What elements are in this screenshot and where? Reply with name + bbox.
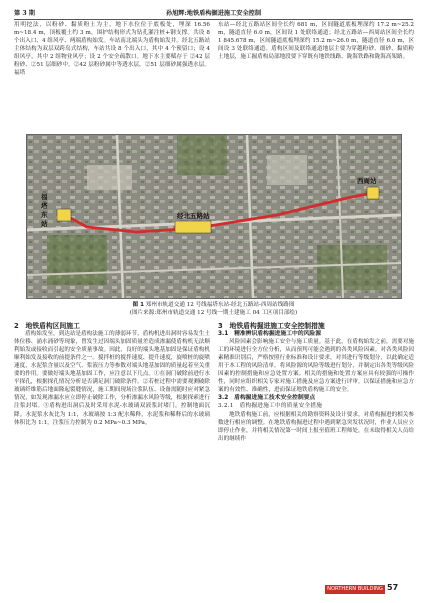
label-left-4: 站 [41, 220, 48, 228]
section-3-2-1-title: 3.2.1 盾构掘进施工中的质量安全措施 [218, 403, 323, 410]
label-right: 西周站 [357, 177, 377, 185]
caption-line2: (图片来源:郑州市轨道交通 12 号线一期土建施工 04 工区项目部绘) [129, 310, 298, 316]
top-left-column [14, 21, 210, 77]
label-left-2: 塔 [41, 202, 48, 210]
left-column [14, 322, 210, 427]
page-number: 57 [387, 583, 399, 592]
route-map-figure [26, 134, 402, 299]
section-3-1-title: 3.1 精准辨识盾构掘进施工中的风险源 [218, 331, 322, 338]
top-right-paragraph: 东站—经北五路站区间全长约 681 m，区间隧道底板埋深约 17.2 m~25.2 m，隧道直径 6.0 m，区间设 1 处联络通道；经北五路站—西周站区间全长约 1 845.678 m，区间隧道底板埋深约 15.2 m~26.0 m，隧道直径 6.0 m，区间设 3 处联络通道。盾构区间及联络通道地层主要为穿越粉砂、细砂、黏质粉土地层，施工掘盾构局部地段要下穿既有地铁线路、陇海铁路和陇海高架路。 [218, 22, 414, 61]
section-2-title: 2 地铁盾构区间施工 [14, 322, 80, 330]
top-left-paragraph: 用明挖法，以粉砂、黏质粉土为主，地下水位位于底板处，埋深 16.56 m~18.4 m，顶板覆土约 3 m，围护结构形式为钻孔灌注桩+钢支撑。共设 8 个出入口、4 组风亭、两端盾构始发。车站南北端头为盾构始发井。经北五路站主体结构为双层双跨岛式结构，车站共设 8 个出入口，其中 4 个预留口；设 4 组风亭，其中 2 组物业风亭；设 2 个安全疏散口。地下水主要赋存于 ②42 层粉砂、②51 层细砂中，②42 层粉砂属中等透水层，②51 层细砂属强透水层。福塔 [14, 22, 210, 77]
figure-caption [20, 301, 407, 317]
section-3-2-title: 3.2 盾构掘进施工技术安全控制要点 [218, 395, 316, 402]
label-left-1: 福 [41, 193, 48, 201]
caption-title: 郑州市轨道交通 12 号线福塔东站-经北五路站-西周站线路图 [145, 302, 295, 308]
caption-number: 图 1 [132, 302, 144, 308]
right-column [218, 322, 414, 443]
label-station: 经北五路站 [177, 212, 210, 220]
station-xizhou [367, 187, 379, 199]
section-2-paragraph: 盾构始发至，到达站是盾构法施工的薄弱环节，盾构机进出洞时容易发生土体位移、涌水涌砂等现象，曾发生过因端头加固质量差造成渗漏使盾构机无法顺利始发或接收而引起的安全质量事故。因此，良好的端头地基加固是保证盾构机顺利始发及接收的前提条件之一。搅拌桩的搅拌速度、提升速度，旋喷桩的旋喷速度，水泥浆含量以及空气、浆液压力等参数对端头地基加固的质量起着至关重要的作用。要做好端头地基加固工作，应注意以下几点。①在洞门破除前进行水平探孔，根据探孔情况分析是否满足洞门破除条件。②若桩过程中需要观测破除玻璃纤维筋后地面隆起裂缝情况，施工期间现场注浆队伍、设备需随时应对紧急情况，如发现渗漏水应立即停止破除工作，分析渗漏水风险等级，根据探索进行注浆封堵。③盾构进出洞后及时采用水泥-水玻璃双液浆封堵门，控制地面沉降。水泥浆水灰比为 1:1，水玻璃按 1:3 配水稀释，水泥浆和稀释后的水玻璃体积比为 1:1，注浆压力控制为 0.2 MPa~0.3 MPa。 [14, 331, 210, 426]
section-3-title: 3 地铁盾构掘进施工安全控制措施 [218, 322, 325, 330]
station-jingbei-5th-road [175, 221, 211, 233]
label-left-3: 东 [41, 211, 48, 219]
station-futa-east [57, 209, 71, 221]
running-title: 孙旭辉:地铁盾构掘进施工安全控制 [165, 10, 262, 17]
page-footer [325, 583, 413, 595]
section-3-1-paragraph: 风险因素会影响施工安全与施工质量。基于此，在盾构始发之前，需要对施工的环境进行全方位分析，从而预判可能会遇到的各类风险因素。对各类风险因素精准识别后，严格按照行业标准和设计要求，对其进行等级划分，以此确定适用于本工程的风险清单，将风险源的风险等级进行划分，并制定出各类等级风险因素的控制措施和应急处置方案。相关的措施和处置方案应具有较强的可操作性，同时应组织相关专家对施工措施及应急方案进行评审，以保证措施和应急方案的有效性、准确性，进而保证地铁盾构施工的安全。 [218, 339, 414, 394]
section-3-2-1-paragraph: 地铁盾构施工前，应根据相关的勘察资料及设计要求，对盾构掘进的相关参数进行相应的调整。在地铁盾构掘进过程中遇到紧急突发状况时，作业人员应立即停止作业，并将相关情况第一时间上报至值班工程师处，在未取得相关人员给出的继续作 [218, 411, 414, 442]
issue-number: 第 3 期 [14, 10, 35, 17]
running-header [14, 5, 413, 20]
top-right-column [218, 21, 414, 61]
route-map-image [27, 135, 401, 298]
journal-name: NORTHERN BUILDING [325, 585, 385, 594]
caption-line1 [20, 301, 407, 309]
